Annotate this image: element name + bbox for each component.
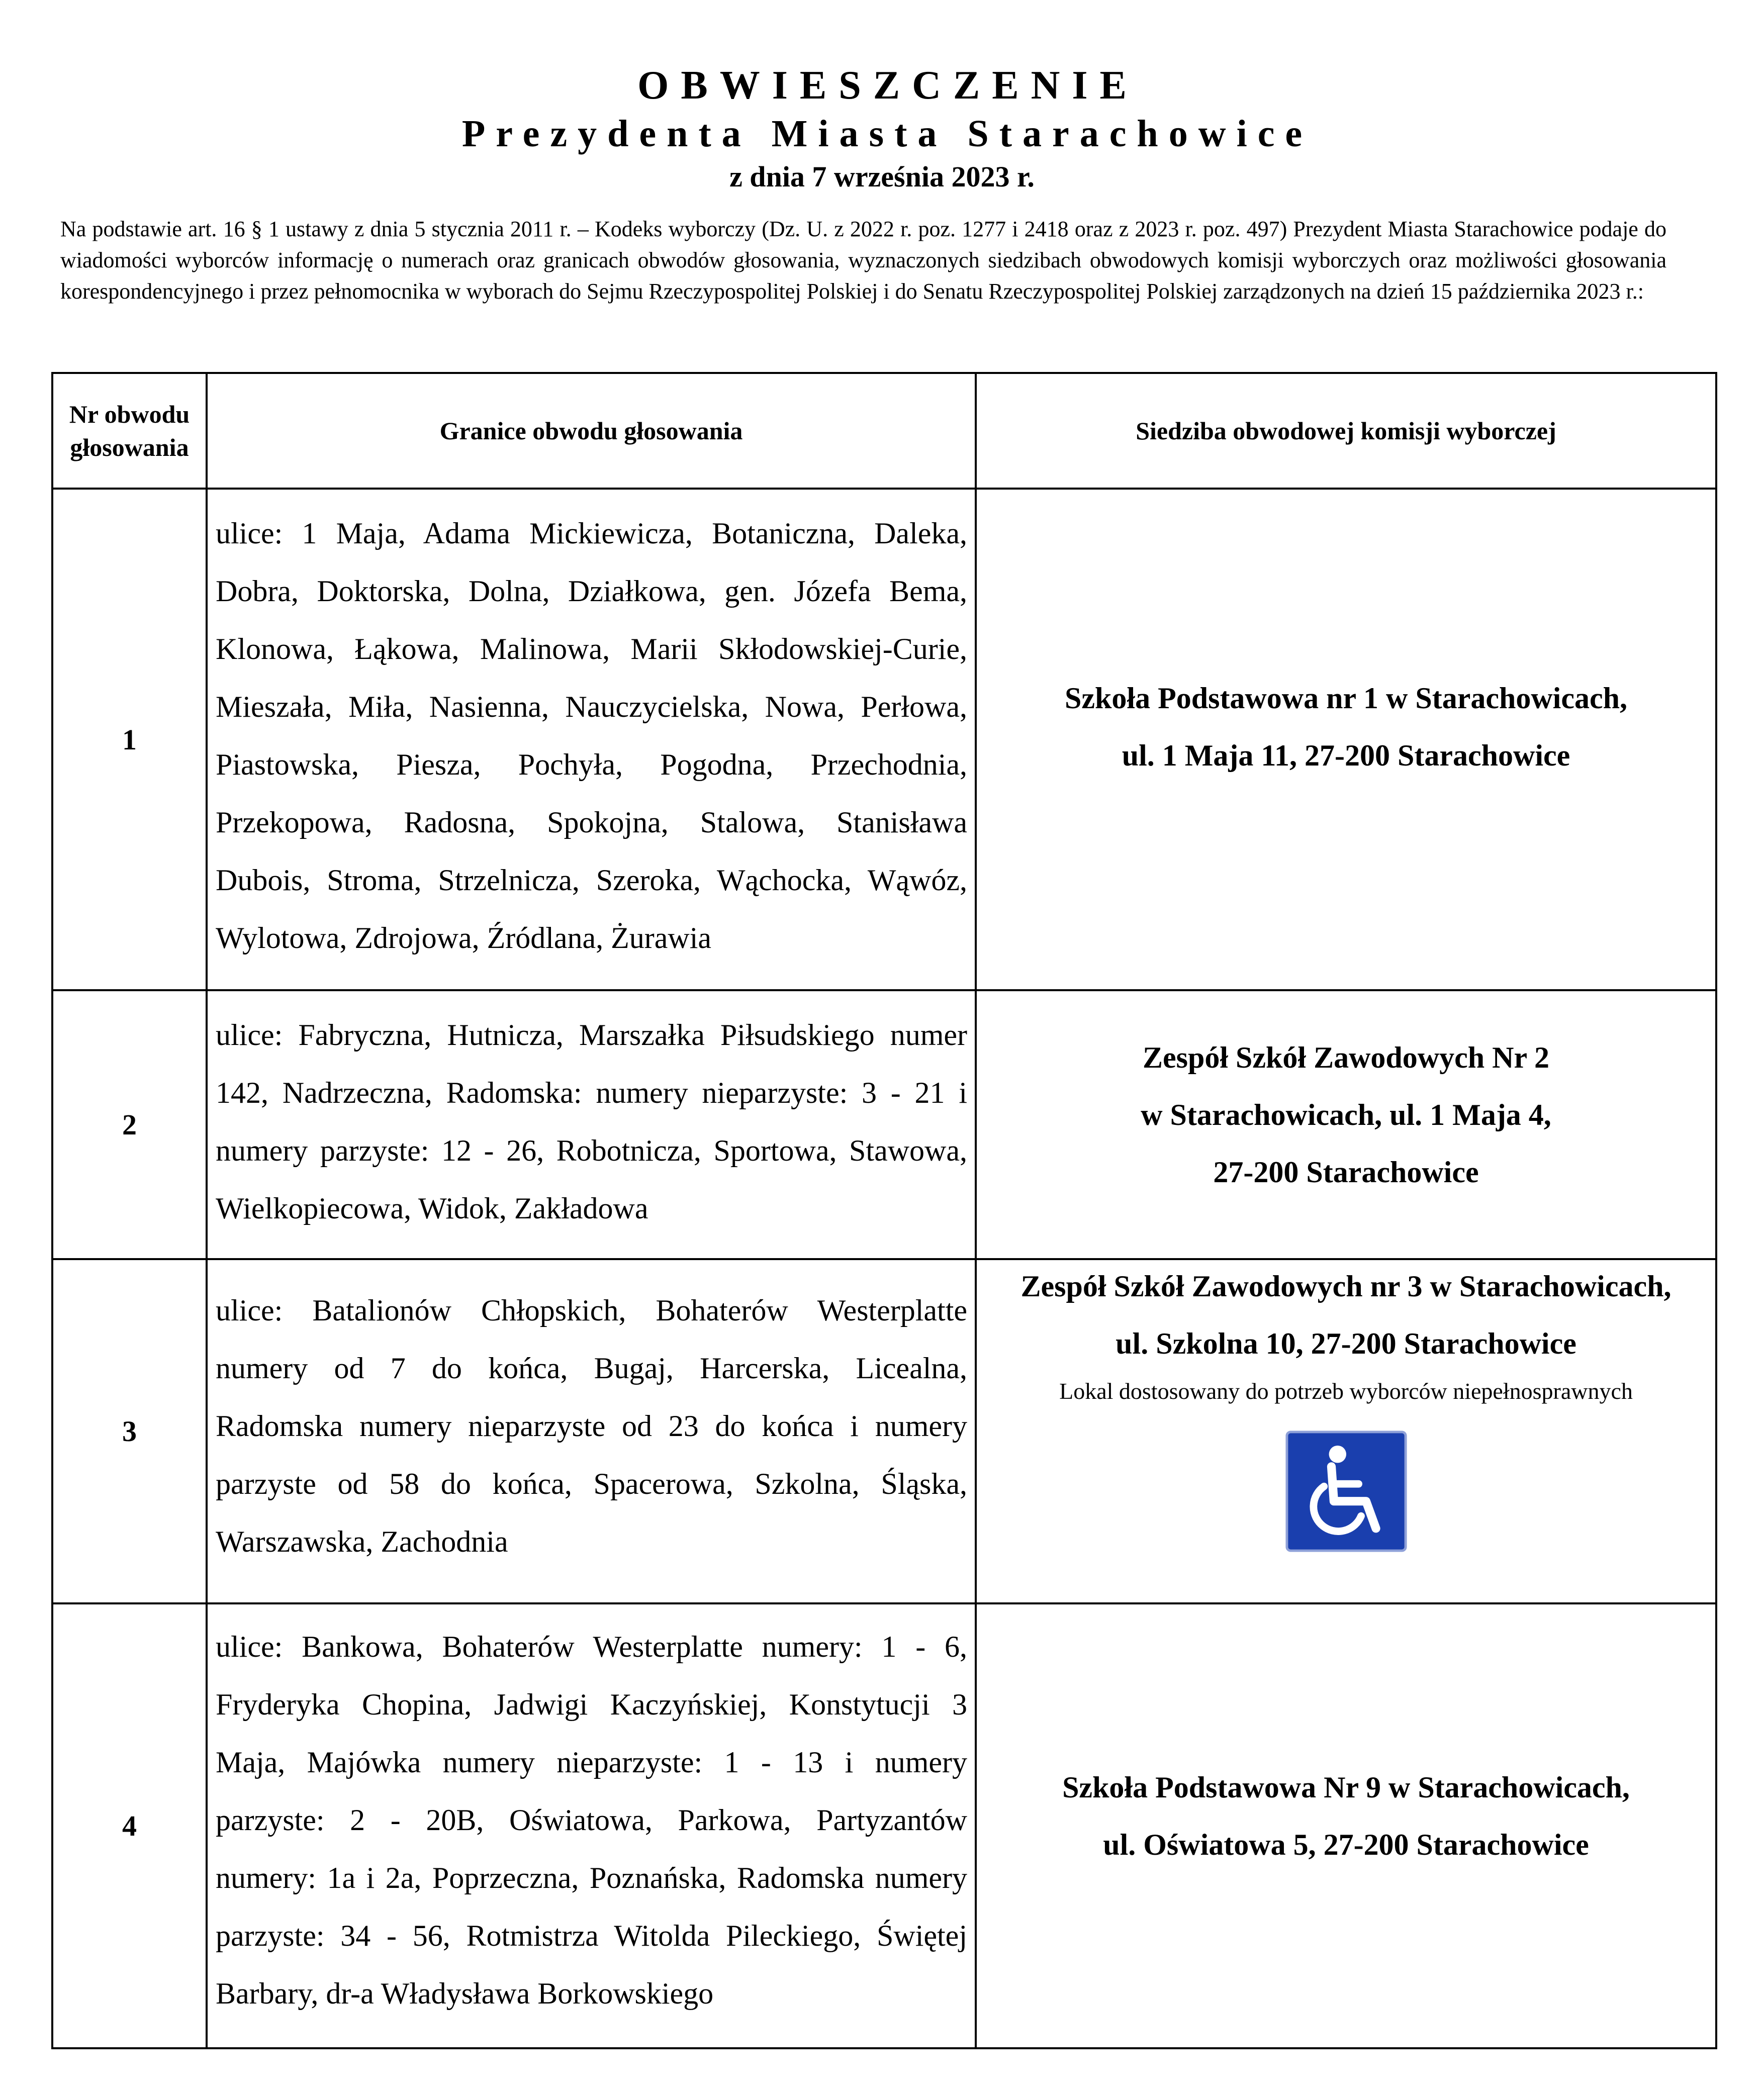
document-title: OBWIESZCZENIE bbox=[637, 63, 1139, 108]
seat-line: ul. Szkolna 10, 27-200 Starachowice bbox=[1116, 1327, 1576, 1360]
seat-line: Zespół Szkół Zawodowych nr 3 w Starachowicach, bbox=[1020, 1270, 1672, 1303]
column-header-boundaries: Granice obwodu głosowania bbox=[439, 417, 743, 445]
table-row-3-number: 3 bbox=[122, 1415, 137, 1448]
table-row-3-streets bbox=[208, 1260, 975, 1602]
seat-line: Szkoła Podstawowa Nr 9 w Starachowicach, bbox=[1062, 1770, 1630, 1804]
table-row-4-number: 4 bbox=[122, 1809, 137, 1842]
intro-paragraph: Na podstawie art. 16 § 1 ustawy z dnia 5 stycznia 2011 r. – Kodeks wyborczy (Dz. U. z 2022 r. poz. 1277 i 2418 oraz z 2023 r. poz. 497) Prezydent Miasta Starachowice podaje do wiadomości wyborców informację o numerach oraz granicach obwodów głosowania, wyznaczonych siedzibach obwodowych komisji wyborczych oraz możliwości głosowania korespondencyjnego i przez pełnomocnika w wyborach do Sejmu Rzeczypospolitej Polskiej i do Senatu Rzeczypospolitej Polskiej zarządzonych na dzień 15 października 2023 r.: bbox=[60, 217, 1666, 304]
seat-line: Szkoła Podstawowa nr 1 w Starachowicach, bbox=[1065, 682, 1627, 715]
table-row-1-number: 1 bbox=[122, 723, 137, 756]
document-subtitle: Prezydenta Miasta Starachowice bbox=[461, 113, 1313, 155]
seat-line: ul. 1 Maja 11, 27-200 Starachowice bbox=[1122, 739, 1570, 772]
table-row-2-streets bbox=[208, 984, 975, 1259]
table-row-2-number: 2 bbox=[122, 1108, 137, 1141]
streets-text: ulice: Fabryczna, Hutnicza, Marszałka Piłsudskiego numer 142, Nadrzeczna, Radomska: numery nieparzyste: 3 - 21 i numery parzyste: 12 - 26, Robotnicza, Sportowa, Stawowa, Wielkopiecowa, Widok, Zakładowa bbox=[216, 1018, 967, 1225]
streets-text: ulice: Batalionów Chłopskich, Bohaterów Westerplatte numery od 7 do końca, Bugaj, Harcerska, Licealna, Radomska numery nieparzyste od 23 do końca i numery parzyste od 58 do końca, Spacerowa, Szkolna, Śląska, Warszawska, Zachodnia bbox=[216, 1294, 967, 1558]
streets-text: ulice: Bankowa, Bohaterów Westerplatte numery: 1 - 6, Fryderyka Chopina, Jadwigi Kaczyńskiej, Konstytucji 3 Maja, Majówka numery nieparzyste: 1 - 13 i numery parzyste: 2 - 20B, Oświatowa, Parkowa, Partyzantów numery: 1a i 2a, Poprzeczna, Poznańska, Radomska numery parzyste: 34 - 56, Rotmistrza Witolda Pileckiego, Świętej Barbary, dr-a Władysława Borkowskiego bbox=[216, 1630, 967, 2010]
column-header-number: Nr obwodu głosowania bbox=[69, 400, 190, 461]
document-date: z dnia 7 września 2023 r. bbox=[729, 160, 1035, 193]
table-row-4-streets bbox=[208, 1592, 975, 2048]
seat-line: Zespół Szkół Zawodowych Nr 2 bbox=[1142, 1040, 1549, 1074]
wheelchair-accessibility-icon bbox=[1284, 1430, 1408, 1553]
seat-line: ul. Oświatowa 5, 27-200 Starachowice bbox=[1103, 1828, 1589, 1861]
accessibility-note: Lokal dostosowany do potrzeb wyborców niepełnosprawnych bbox=[1059, 1378, 1633, 1404]
table-row-3-seat bbox=[977, 1258, 1715, 1602]
seat-line: w Starachowicach, ul. 1 Maja 4, bbox=[1141, 1098, 1551, 1131]
streets-text: ulice: 1 Maja, Adama Mickiewicza, Botaniczna, Daleka, Dobra, Doktorska, Dolna, Działkowa, gen. Józefa Bema, Klonowa, Łąkowa, Malinowa, Marii Skłodowskiej-Curie, Mieszała, Miła, Nasienna, Nauczycielska, Nowa, Perłowa, Piastowska, Piesza, Pochyła, Pogodna, Przechodnia, Przekopowa, Radosna, Spokojna, Stalowa, Stanisława Dubois, Stroma, Strzelnicza, Szeroka, Wąchocka, Wąwóz, Wylotowa, Zdrojowa, Źródlana, Żurawia bbox=[216, 517, 967, 955]
table-row-4-seat bbox=[977, 1604, 1715, 2047]
seat-line: 27-200 Starachowice bbox=[1213, 1155, 1479, 1189]
column-header-seat: Siedziba obwodowej komisji wyborczej bbox=[1136, 417, 1556, 445]
table-row-1-seat bbox=[977, 490, 1715, 989]
table-row-2-seat bbox=[977, 991, 1715, 1258]
table-row-1-streets bbox=[208, 482, 975, 990]
